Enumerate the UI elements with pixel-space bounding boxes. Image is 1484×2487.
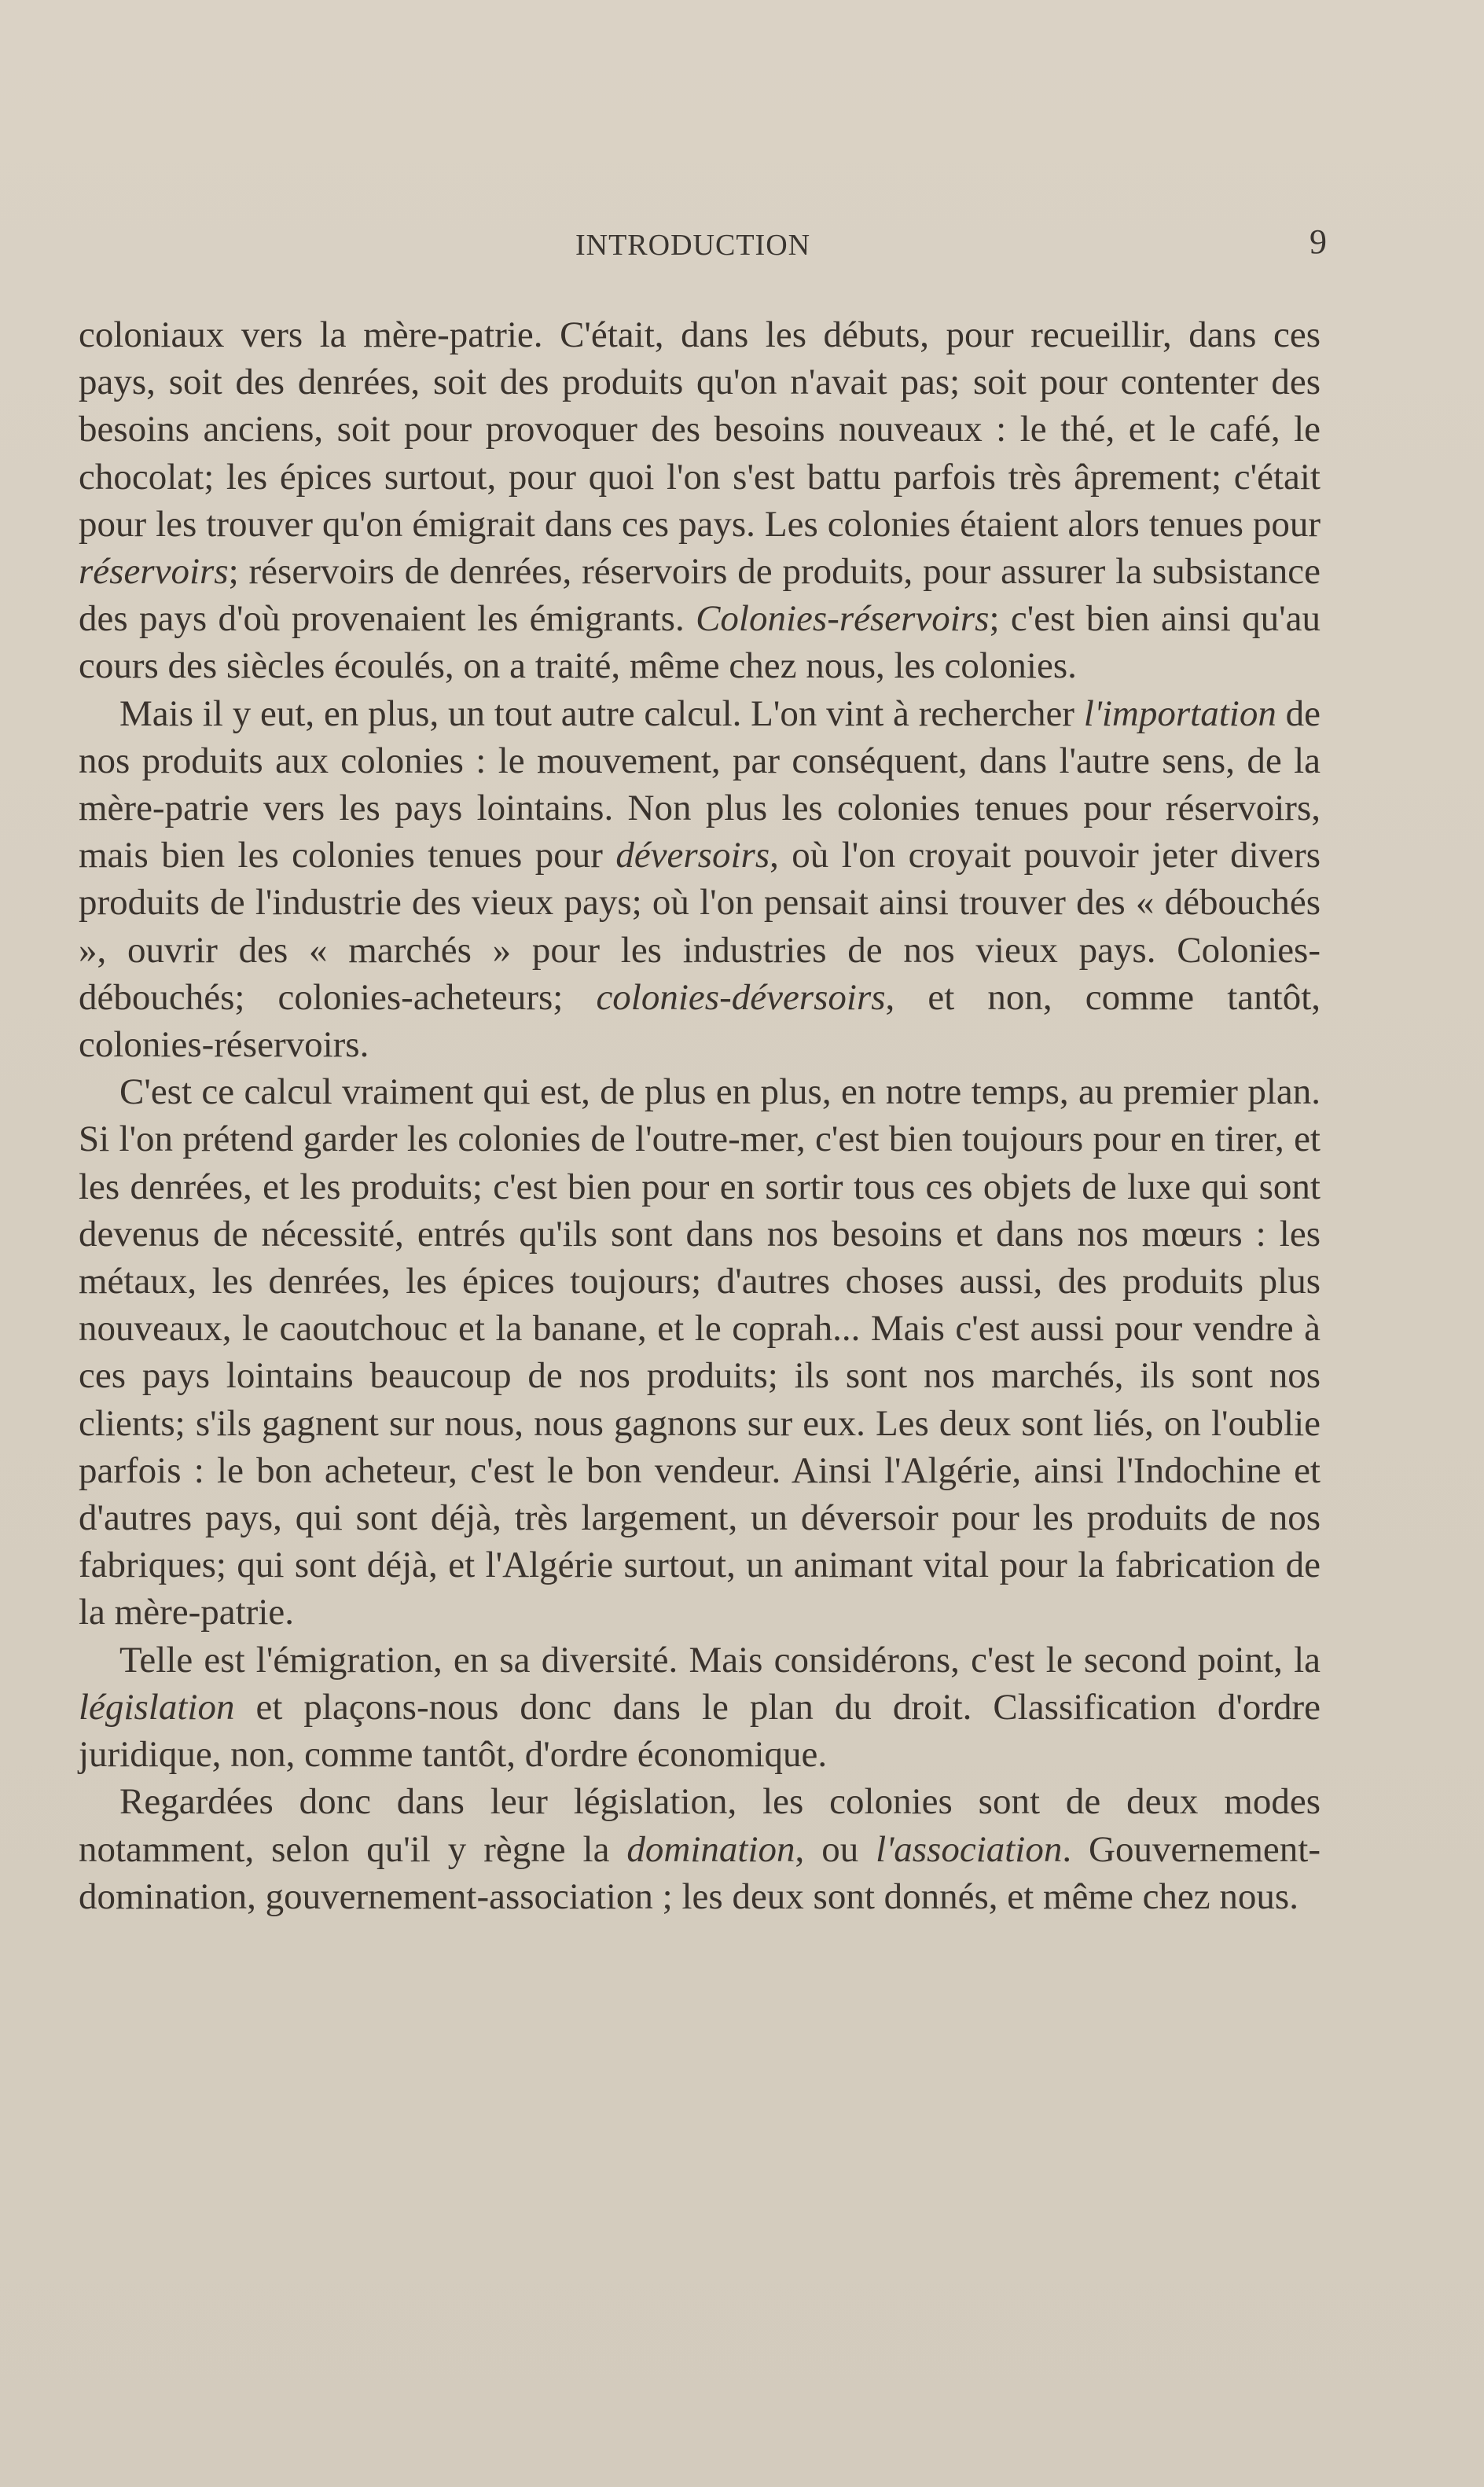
paragraph-2-segment-4: déversoirs <box>615 835 770 876</box>
paragraph-5-segment-3: , ou <box>795 1828 876 1870</box>
paragraph-1-segment-4: Colonies-réservoirs <box>696 598 990 640</box>
paragraph-5-segment-2: domination <box>626 1828 795 1870</box>
paragraph-2-segment-5: , où l'on croyait pouvoir jeter divers produits de l'industrie des vieux pays; où l'on pensait ainsi trouver des « débouchés », ouvrir des « marchés » pour les industries de nos vieux pays. Colonies-débouchés; colonies-acheteurs; <box>79 835 1321 1018</box>
paragraph-2-segment-6: colonies-déversoirs <box>596 976 886 1018</box>
paragraph-3 <box>79 1068 1321 1636</box>
paragraph-4-segment-2: législation <box>79 1686 235 1728</box>
paragraph-2 <box>79 690 1321 1069</box>
body-text <box>79 311 1321 1920</box>
paragraph-3-segment-1: C'est ce calcul vraiment qui est, de plus en plus, en notre temps, au premier plan. Si l'on prétend garder les colonies de l'outre-mer, c'est bien toujours pour en tirer, et les denrées, et les produits; c'est bien pour en sortir tous ces objets de luxe qui sont devenus de nécessité, entrés qu'ils sont dans nos besoins et dans nos mœurs : les métaux, les denrées, les épices toujours; d'autres choses aussi, des produits plus nouveaux, le caoutchouc et la banane, et le coprah... Mais c'est aussi pour vendre à ces pays lointains beaucoup de nos produits; ils sont nos marchés, ils sont nos clients; s'ils gagnent sur nous, nous gagnons sur eux. Les deux sont liés, on l'oublie parfois : le bon acheteur, c'est le bon vendeur. Ainsi l'Algérie, ainsi l'Indochine et d'autres pays, qui sont déjà, très largement, un déversoir pour les produits de nos fabriques; qui sont déjà, et l'Algérie surtout, un animant vital pour la fabrication de la mère-patrie. <box>79 1071 1321 1633</box>
paragraph-2-segment-2: l'importation <box>1083 692 1276 734</box>
paragraph-1 <box>79 311 1321 690</box>
paragraph-4-segment-3: et plaçons-nous donc dans le plan du droit. Classification d'ordre juridique, non, comme tantôt, d'ordre économique. <box>79 1686 1321 1776</box>
paragraph-4 <box>79 1637 1321 1779</box>
paragraph-2-segment-1: Mais il y eut, en plus, un tout autre calcul. L'on vint à rechercher <box>119 692 1084 734</box>
running-head <box>0 222 1484 267</box>
page-number: 9 <box>1310 222 1327 261</box>
paragraph-5-segment-4: l'association <box>876 1828 1063 1870</box>
paragraph-1-segment-1: coloniaux vers la mère-patrie. C'était, dans les débuts, pour recueillir, dans ces pays, soit des denrées, soit des produits qu'on n'avait pas; soit pour contenter des besoins anciens, soit pour provoquer des besoins nouveaux : le thé, et le café, le chocolat; les épices surtout, pour quoi l'on s'est battu parfois très âprement; c'était pour les trouver qu'on émigrait dans ces pays. Les colonies étaient alors tenues pour <box>79 314 1321 545</box>
paragraph-5 <box>79 1778 1321 1920</box>
paragraph-2-segment-3: de nos produits aux colonies : le mouvement, par conséquent, dans l'autre sens, de la mère-patrie vers les pays lointains. Non plus les colonies tenues pour réservoirs, mais bien les colonies tenues pour <box>79 692 1321 876</box>
running-title: INTRODUCTION <box>575 229 811 262</box>
paragraph-1-segment-2: réservoirs <box>79 551 229 593</box>
paragraph-4-segment-1: Telle est l'émigration, en sa diversité. Mais considérons, c'est le second point, la <box>119 1639 1321 1681</box>
paragraph-5-segment-1: Regardées donc dans leur législation, les colonies sont de deux modes notamment, selon qu'il y règne la <box>79 1781 1321 1870</box>
paragraph-1-segment-3: ; réservoirs de denrées, réservoirs de produits, pour assurer la subsistance des pays d'où provenaient les émigrants. <box>79 551 1321 640</box>
paragraph-5-segment-5: . Gouvernement-domination, gouvernement-association ; les deux sont donnés, et même chez nous. <box>79 1828 1321 1917</box>
paragraph-1-segment-5: ; c'est bien ainsi qu'au cours des siècles écoulés, on a traité, même chez nous, les colonies. <box>79 598 1321 687</box>
paragraph-2-segment-7: , et non, comme tantôt, colonies-réservoirs. <box>79 976 1321 1066</box>
